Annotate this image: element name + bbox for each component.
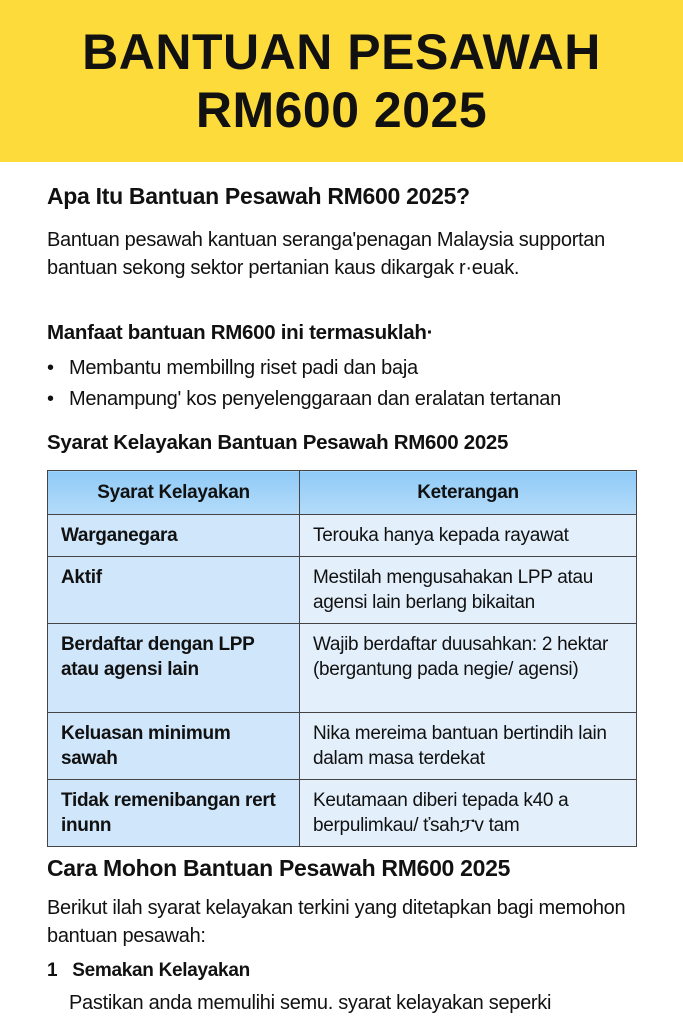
list-item: • Menampung' kos penyelenggaraan dan eralatan tertanan [47, 384, 561, 415]
table-row [48, 624, 637, 713]
apply-heading: Cara Mohon Bantuan Pesawah RM600 2025 [47, 855, 511, 881]
banner-title-line2: RM600 2025 [195, 82, 488, 138]
banner-title-line1: BANTUAN PESAWAH [82, 24, 601, 80]
step-text: Pastikan anda memulihi semu. syarat kelayakan seperki [69, 992, 552, 1014]
criteria-cell: Keluasan minimum sawah [48, 713, 300, 780]
criteria-cell: Berdaftar dengan LPP atau agensi lain [48, 624, 300, 713]
table-row [48, 713, 637, 780]
list-item: • Membantu membillng riset padi dan baja [47, 353, 561, 384]
benefits-heading: Manfaat bantuan RM600 ini termasuklah· [47, 321, 434, 344]
table-row [48, 780, 637, 847]
benefits-list [47, 353, 561, 415]
step-number: 1 [47, 960, 58, 981]
title-banner [0, 0, 683, 162]
eligibility-table [47, 470, 637, 847]
step-1-title-row [47, 960, 250, 982]
intro-text: Bantuan pesawah kantuan seranga'penagan Malaysia supportan bantuan sekong sektor pertanian kaus dikargak r·euak. [47, 229, 605, 279]
criteria-cell: Aktif [48, 557, 300, 624]
column-header: Keterangan [300, 471, 637, 515]
description-cell: Wajib berdaftar duusahkan: 2 hektar (bergantung pada negie/ agensi) [300, 624, 637, 713]
description-cell: Terouka hanya kepada rayawat [300, 515, 637, 557]
table-row [48, 515, 637, 557]
eligibility-heading: Syarat Kelayakan Bantuan Pesawah RM600 2025 [47, 431, 509, 454]
column-header: Syarat Kelayakan [48, 471, 300, 515]
criteria-cell: Warganegara [48, 515, 300, 557]
criteria-cell: Tidak remenibangan rert inunn [48, 780, 300, 847]
description-cell: Nika mereima bantuan bertindih lain dalam masa terdekat [300, 713, 637, 780]
step-title: Semakan Kelayakan [72, 960, 250, 981]
description-cell: Keutamaan diberi tepada k40 a berpulimkau/ ťsahፓv tam [300, 780, 637, 847]
table-row [48, 557, 637, 624]
table-header-row [48, 471, 637, 515]
intro-heading: Apa Itu Bantuan Pesawah RM600 2025? [47, 183, 470, 209]
apply-text: Berikut ilah syarat kelayakan terkini yang ditetapkan bagi memohon bantuan pesawah: [47, 897, 626, 947]
description-cell: Mestilah mengusahakan LPP atau agensi lain berlang bikaitan [300, 557, 637, 624]
